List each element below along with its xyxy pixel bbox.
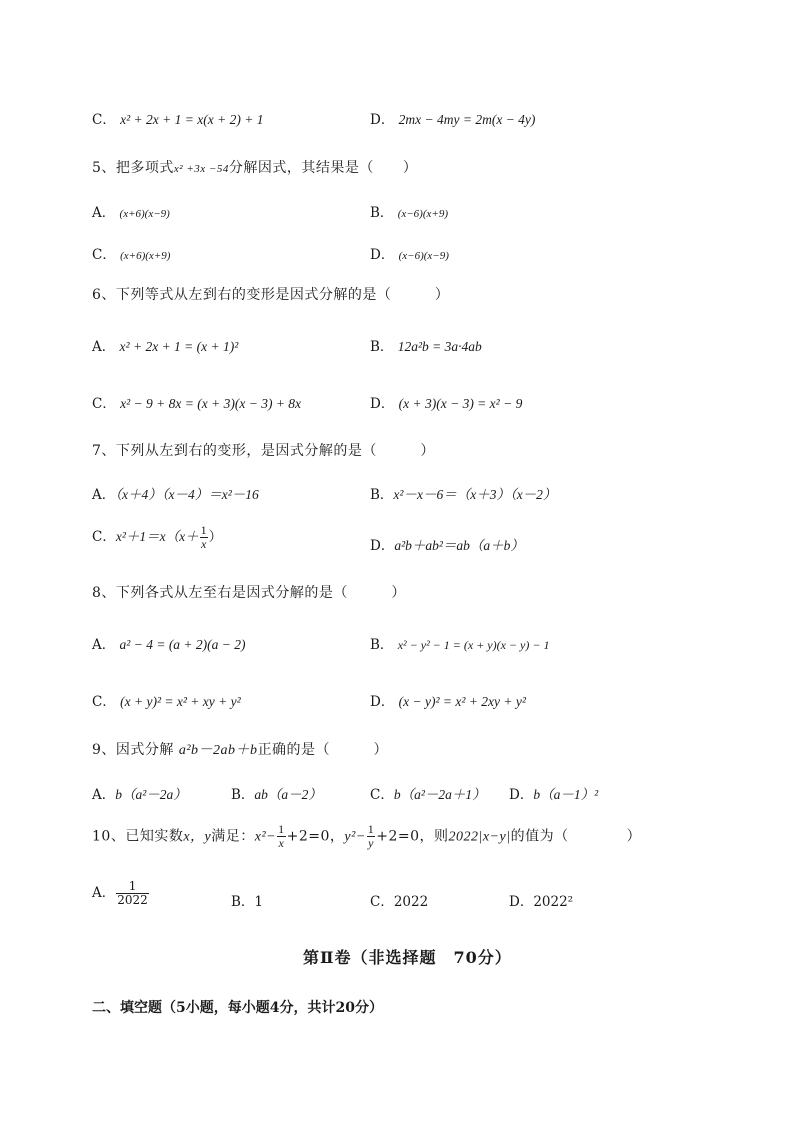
option-expression: 2022² bbox=[533, 894, 574, 910]
option-expression: x²－x－6＝（x＋3）（x－2） bbox=[393, 487, 557, 502]
option-label: B． bbox=[231, 787, 255, 803]
fill-in-section-heading: 二、填空题（5小题，每小题4分，共计20分） bbox=[92, 1000, 383, 1016]
equation-2: +2=0，则 bbox=[376, 828, 449, 845]
fraction bbox=[116, 880, 149, 907]
option-label: D． bbox=[370, 247, 395, 263]
q8-option-c bbox=[92, 690, 241, 710]
q10-option-b bbox=[231, 890, 263, 910]
q7-option-a bbox=[92, 483, 259, 503]
stem-text: 10、已知实数 bbox=[92, 828, 184, 845]
option-expression: 1 bbox=[254, 894, 264, 910]
fraction-numerator: 1 bbox=[200, 523, 207, 537]
fraction-denominator: 2022 bbox=[117, 893, 148, 907]
q6-option-b bbox=[370, 335, 482, 355]
stem-expression: a²b－2ab＋b bbox=[178, 743, 258, 758]
fraction-denominator: x bbox=[278, 836, 285, 850]
q6-option-a bbox=[92, 335, 238, 355]
q8-option-b bbox=[370, 633, 549, 653]
fraction-numerator: 1 bbox=[278, 822, 285, 836]
option-label: B． bbox=[370, 205, 394, 221]
option-label: B． bbox=[370, 637, 394, 653]
option-expression: ab（a－2） bbox=[254, 787, 322, 802]
q5-option-b bbox=[370, 201, 448, 221]
stem-expression: x² +3x −54 bbox=[173, 163, 229, 175]
fraction-denominator: y bbox=[368, 836, 374, 850]
stem-text: 的值为（ ） bbox=[510, 828, 642, 845]
option-label: D． bbox=[370, 538, 395, 554]
q6-option-c bbox=[92, 392, 301, 412]
stem-expression: 2022|x−y| bbox=[448, 829, 511, 845]
option-expression: b（a－1）² bbox=[533, 787, 599, 802]
option-expression: x² + 2x + 1 = x(x + 2) + 1 bbox=[120, 112, 264, 127]
q10-option-d bbox=[509, 890, 573, 910]
q9-option-d bbox=[509, 783, 598, 803]
option-expression: (x+6)(x+9) bbox=[120, 250, 171, 262]
fraction-numerator: 1 bbox=[116, 880, 149, 894]
option-expression: x² + 2x + 1 = (x + 1)² bbox=[119, 339, 239, 354]
q4-option-c bbox=[92, 108, 263, 128]
q10-stem bbox=[92, 823, 641, 850]
option-label: D． bbox=[370, 694, 395, 710]
option-label: D． bbox=[370, 112, 395, 128]
fraction-denominator: x bbox=[200, 537, 207, 551]
option-label: A． bbox=[92, 487, 116, 503]
q5-stem bbox=[92, 157, 417, 177]
option-label: B． bbox=[370, 487, 394, 503]
q6-option-d bbox=[370, 392, 522, 412]
option-label: C． bbox=[92, 247, 116, 263]
q8-option-a bbox=[92, 633, 246, 653]
option-label: A． bbox=[92, 787, 116, 803]
stem-text: 满足： bbox=[211, 828, 255, 845]
option-expression: (x+6)(x−9) bbox=[119, 208, 170, 220]
fraction bbox=[367, 823, 376, 850]
fraction-numerator: 1 bbox=[367, 822, 375, 836]
q7-option-c bbox=[92, 524, 222, 551]
option-expression: （x＋4）（x－4）＝x²－16 bbox=[115, 487, 259, 502]
q9-stem bbox=[92, 739, 388, 759]
option-label: C． bbox=[92, 112, 116, 128]
equation-1: +2=0， bbox=[286, 828, 345, 845]
q5-option-d bbox=[370, 243, 449, 263]
stem-text: 正确的是（ ） bbox=[257, 742, 389, 758]
q10-option-c bbox=[370, 890, 428, 910]
equation-1: x²− bbox=[254, 829, 277, 845]
stem-variables: x，y bbox=[183, 829, 212, 845]
q7-option-b bbox=[370, 483, 556, 503]
option-label: D． bbox=[509, 787, 534, 803]
option-expression: a² − 4 = (a + 2)(a − 2) bbox=[119, 637, 246, 652]
option-expression: (x−6)(x+9) bbox=[397, 208, 448, 220]
option-expression: ） bbox=[208, 529, 223, 545]
q10-option-a bbox=[92, 880, 150, 907]
option-label: D． bbox=[370, 396, 395, 412]
q9-option-c bbox=[370, 783, 486, 803]
q7-option-d bbox=[370, 534, 524, 554]
option-label: C． bbox=[92, 694, 116, 710]
fraction bbox=[200, 524, 208, 551]
stem-text: 5、把多项式 bbox=[92, 160, 174, 176]
option-label: C． bbox=[92, 396, 116, 412]
option-label: C． bbox=[370, 787, 394, 803]
option-expression: 2022 bbox=[393, 894, 429, 910]
q5-option-c bbox=[92, 243, 170, 263]
option-expression: 2mx − 4my = 2m(x − 4y) bbox=[398, 112, 536, 127]
option-label: A． bbox=[92, 205, 116, 221]
option-label: A． bbox=[92, 637, 116, 653]
stem-text: 分解因式，其结果是（ ） bbox=[228, 160, 418, 176]
option-expression: x²＋1＝x（x＋ bbox=[115, 529, 199, 544]
option-label: D． bbox=[509, 894, 534, 910]
q8-stem: 8、下列各式从左至右是因式分解的是（ ） bbox=[92, 585, 406, 601]
q5-option-a bbox=[92, 201, 170, 221]
q8-option-d bbox=[370, 690, 526, 710]
option-expression: x² − 9 + 8x = (x + 3)(x − 3) + 8x bbox=[120, 396, 302, 411]
option-expression: (x−6)(x−9) bbox=[398, 250, 449, 262]
option-label: A． bbox=[92, 885, 116, 901]
option-expression: 12a²b = 3a·4ab bbox=[397, 339, 482, 354]
part-ii-title: 第Ⅱ卷（非选择题 70分） bbox=[303, 948, 512, 967]
option-expression: x² − y² − 1 = (x + y)(x − y) − 1 bbox=[397, 638, 550, 652]
option-label: C． bbox=[370, 894, 394, 910]
fraction bbox=[277, 823, 286, 850]
option-expression: b（a²－2a） bbox=[115, 787, 187, 802]
option-expression: (x + 3)(x − 3) = x² − 9 bbox=[398, 396, 523, 411]
option-label: B． bbox=[231, 894, 255, 910]
q9-option-b bbox=[231, 783, 322, 803]
equation-2: y²− bbox=[344, 829, 366, 845]
option-expression: b（a²－2a＋1） bbox=[393, 787, 486, 802]
option-label: B． bbox=[370, 339, 394, 355]
q4-option-d bbox=[370, 108, 535, 128]
q6-stem: 6、下列等式从左到右的变形是因式分解的是（ ） bbox=[92, 287, 450, 303]
q7-stem: 7、下列从左到右的变形，是因式分解的是（ ） bbox=[92, 443, 435, 459]
option-expression: a²b＋ab²＝ab（a＋b） bbox=[394, 538, 524, 553]
option-label: A． bbox=[92, 339, 116, 355]
option-expression: (x − y)² = x² + 2xy + y² bbox=[398, 694, 526, 709]
q9-option-a bbox=[92, 783, 187, 803]
option-expression: (x + y)² = x² + xy + y² bbox=[120, 694, 241, 709]
stem-text: 9、因式分解 bbox=[92, 742, 179, 758]
option-label: C． bbox=[92, 529, 116, 545]
